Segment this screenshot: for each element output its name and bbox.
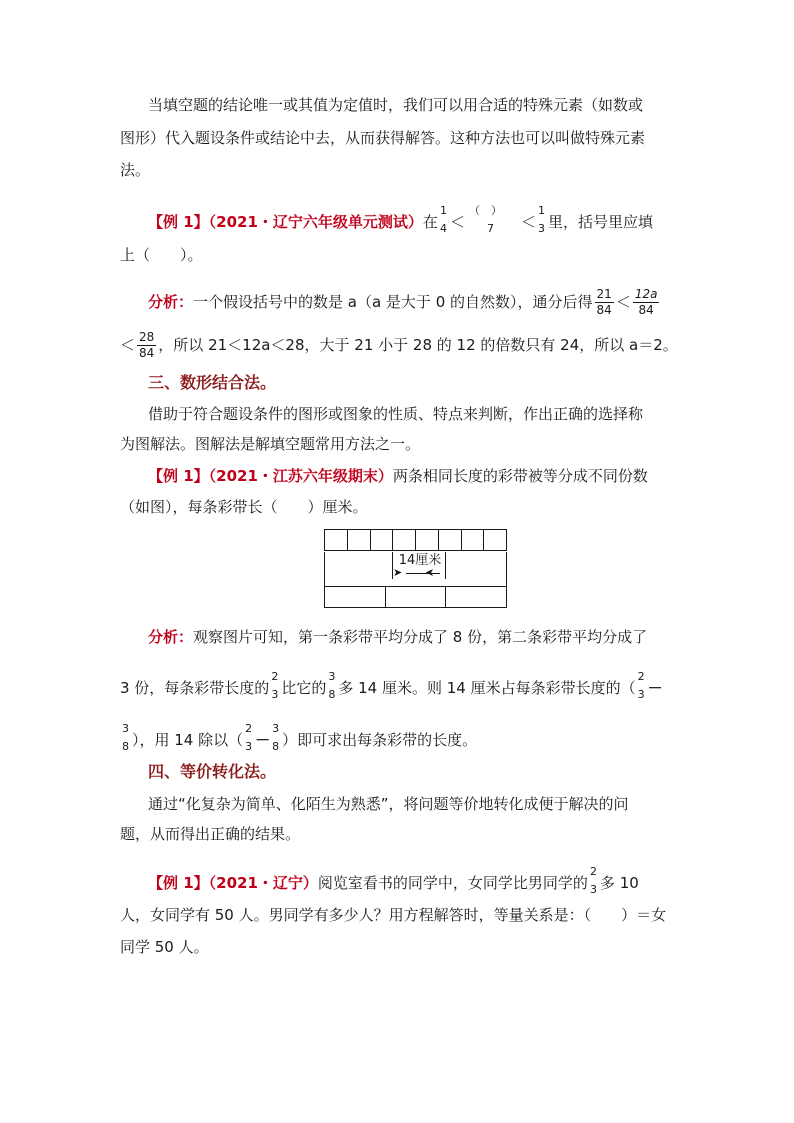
analysis-2-line-1	[148, 627, 647, 647]
example-1-line-2: 上（ ）。	[120, 246, 203, 264]
text: 里，括号里应填	[547, 213, 653, 231]
example-source: （2021・江苏六年级期末）	[208, 467, 393, 485]
analysis-1-line-2	[120, 330, 678, 361]
section-3-para-2: 为图解法。图解法是解填空题常用方法之一。	[120, 435, 421, 453]
analysis-label: 分析：	[148, 628, 194, 646]
fraction-blank-7: （ ） 7	[468, 203, 502, 235]
less-than: ＜	[449, 213, 465, 231]
fraction-1-4: 1 4	[439, 203, 447, 235]
ribbon-segment	[348, 530, 371, 550]
section-4-title: 四、等价转化法。	[148, 762, 277, 781]
fraction-3-8: 3 8	[328, 669, 336, 701]
ribbon-segment	[325, 587, 386, 607]
text: 多 10	[599, 874, 639, 892]
example-tag: 【例 1】	[148, 467, 209, 485]
arrow-shaft	[406, 573, 440, 574]
intro-line-1: 当填空题的结论唯一或其值为定值时，我们可以用合适的特殊元素（如数或	[148, 96, 644, 114]
example-2-line-2: （如图），每条彩带长（ ）厘米。	[120, 498, 368, 516]
text: ），用 14 除以（	[132, 731, 244, 749]
ribbon-segment	[371, 530, 394, 550]
ribbon-segment	[386, 587, 447, 607]
text: ）即可求出每条彩带的长度。	[282, 731, 478, 749]
ribbon-segment	[416, 530, 439, 550]
fraction-1-3: 1 3	[537, 203, 545, 235]
text: 两条相同长度的彩带被等分成不同份数	[392, 467, 648, 485]
minus-sign: －	[255, 731, 271, 749]
text: 多 14 厘米。则 14 厘米占每条彩带长度的（	[338, 679, 636, 697]
ribbon-segment	[446, 587, 506, 607]
example-3-line-2: 人，女同学有 50 人。男同学有多少人？用方程解答时，等量关系是：（ ）＝女	[120, 906, 667, 924]
fraction-2-3: 2 3	[271, 669, 279, 701]
left-guide-line	[324, 552, 325, 586]
example-3-line-3: 同学 50 人。	[120, 938, 209, 956]
length-label: 14厘米	[398, 553, 442, 568]
ribbon-segment	[462, 530, 485, 550]
intro-line-3: 法。	[120, 161, 151, 179]
text: 在	[422, 213, 438, 231]
section-3-title: 三、数形结合法。	[148, 373, 277, 392]
arrow-right-icon: ➤	[393, 566, 403, 579]
analysis-2-line-2	[120, 669, 663, 701]
section-4-para-1: 通过“化复杂为简单、化陌生为熟悉”，将问题等价地转化成便于解决的问	[148, 795, 629, 813]
fraction-2-3: 2 3	[637, 669, 645, 701]
example-1-line-1	[148, 203, 653, 235]
fraction-3-8: 3 8	[122, 721, 129, 753]
example-3-line-1	[148, 864, 639, 896]
text: 比它的	[281, 679, 327, 697]
ribbon-segment	[484, 530, 506, 550]
fraction-2-3: 2 3	[589, 864, 597, 896]
example-tag: 【例 1】	[148, 213, 209, 231]
text: 观察图片可知，第一条彩带平均分成了 8 份，第二条彩带平均分成了	[193, 628, 648, 646]
text: ，所以 21＜12a＜28，大于 21 小于 28 的 12 的倍数只有 24，所以 a＝2。	[158, 336, 678, 354]
mark-line-right	[445, 552, 446, 579]
example-source: （2021・辽宁六年级单元测试）	[208, 213, 423, 231]
example-2-line-1	[148, 466, 648, 486]
section-4-para-2: 题，从而得出正确的结果。	[120, 825, 301, 843]
fraction-2-3: 2 3	[245, 721, 253, 753]
ribbon-segment	[439, 530, 462, 550]
example-tag: 【例 1】	[148, 874, 209, 892]
ribbon-segment	[325, 530, 348, 550]
example-source: （2021・辽宁）	[208, 874, 318, 892]
section-3-para-1: 借助于符合题设条件的图形或图象的性质、特点来判断，作出正确的选择称	[148, 405, 644, 423]
less-than: ＜	[615, 293, 631, 311]
ribbon-bar-2	[324, 586, 507, 608]
fraction-3-8: 3 8	[272, 721, 280, 753]
less-than: ＜	[520, 213, 536, 231]
analysis-label: 分析：	[148, 293, 194, 311]
minus-sign: －	[647, 679, 663, 697]
ribbon-segment	[393, 530, 416, 550]
fraction-21-84: $\frac{21}{84}$	[596, 287, 612, 317]
ribbon-bar-1	[324, 529, 507, 551]
right-guide-line	[506, 552, 507, 586]
less-than: ＜	[120, 336, 136, 354]
intro-line-2: 图形）代入题设条件或结论中去，从而获得解答。这种方法也可以叫做特殊元素	[120, 129, 646, 147]
analysis-2-line-3	[120, 721, 478, 753]
text: 阅览室看书的同学中，女同学比男同学的	[317, 874, 588, 892]
text: 一个假设括号中的数是 a（a 是大于 0 的自然数），通分后得	[193, 293, 593, 311]
analysis-1-line-1	[148, 287, 661, 318]
fraction-28-84: $\frac{28}{84}$	[139, 330, 155, 360]
fraction-12a-84: $\frac{12a}{84}$	[634, 287, 658, 317]
text: 3 份，每条彩带长度的	[120, 679, 270, 697]
